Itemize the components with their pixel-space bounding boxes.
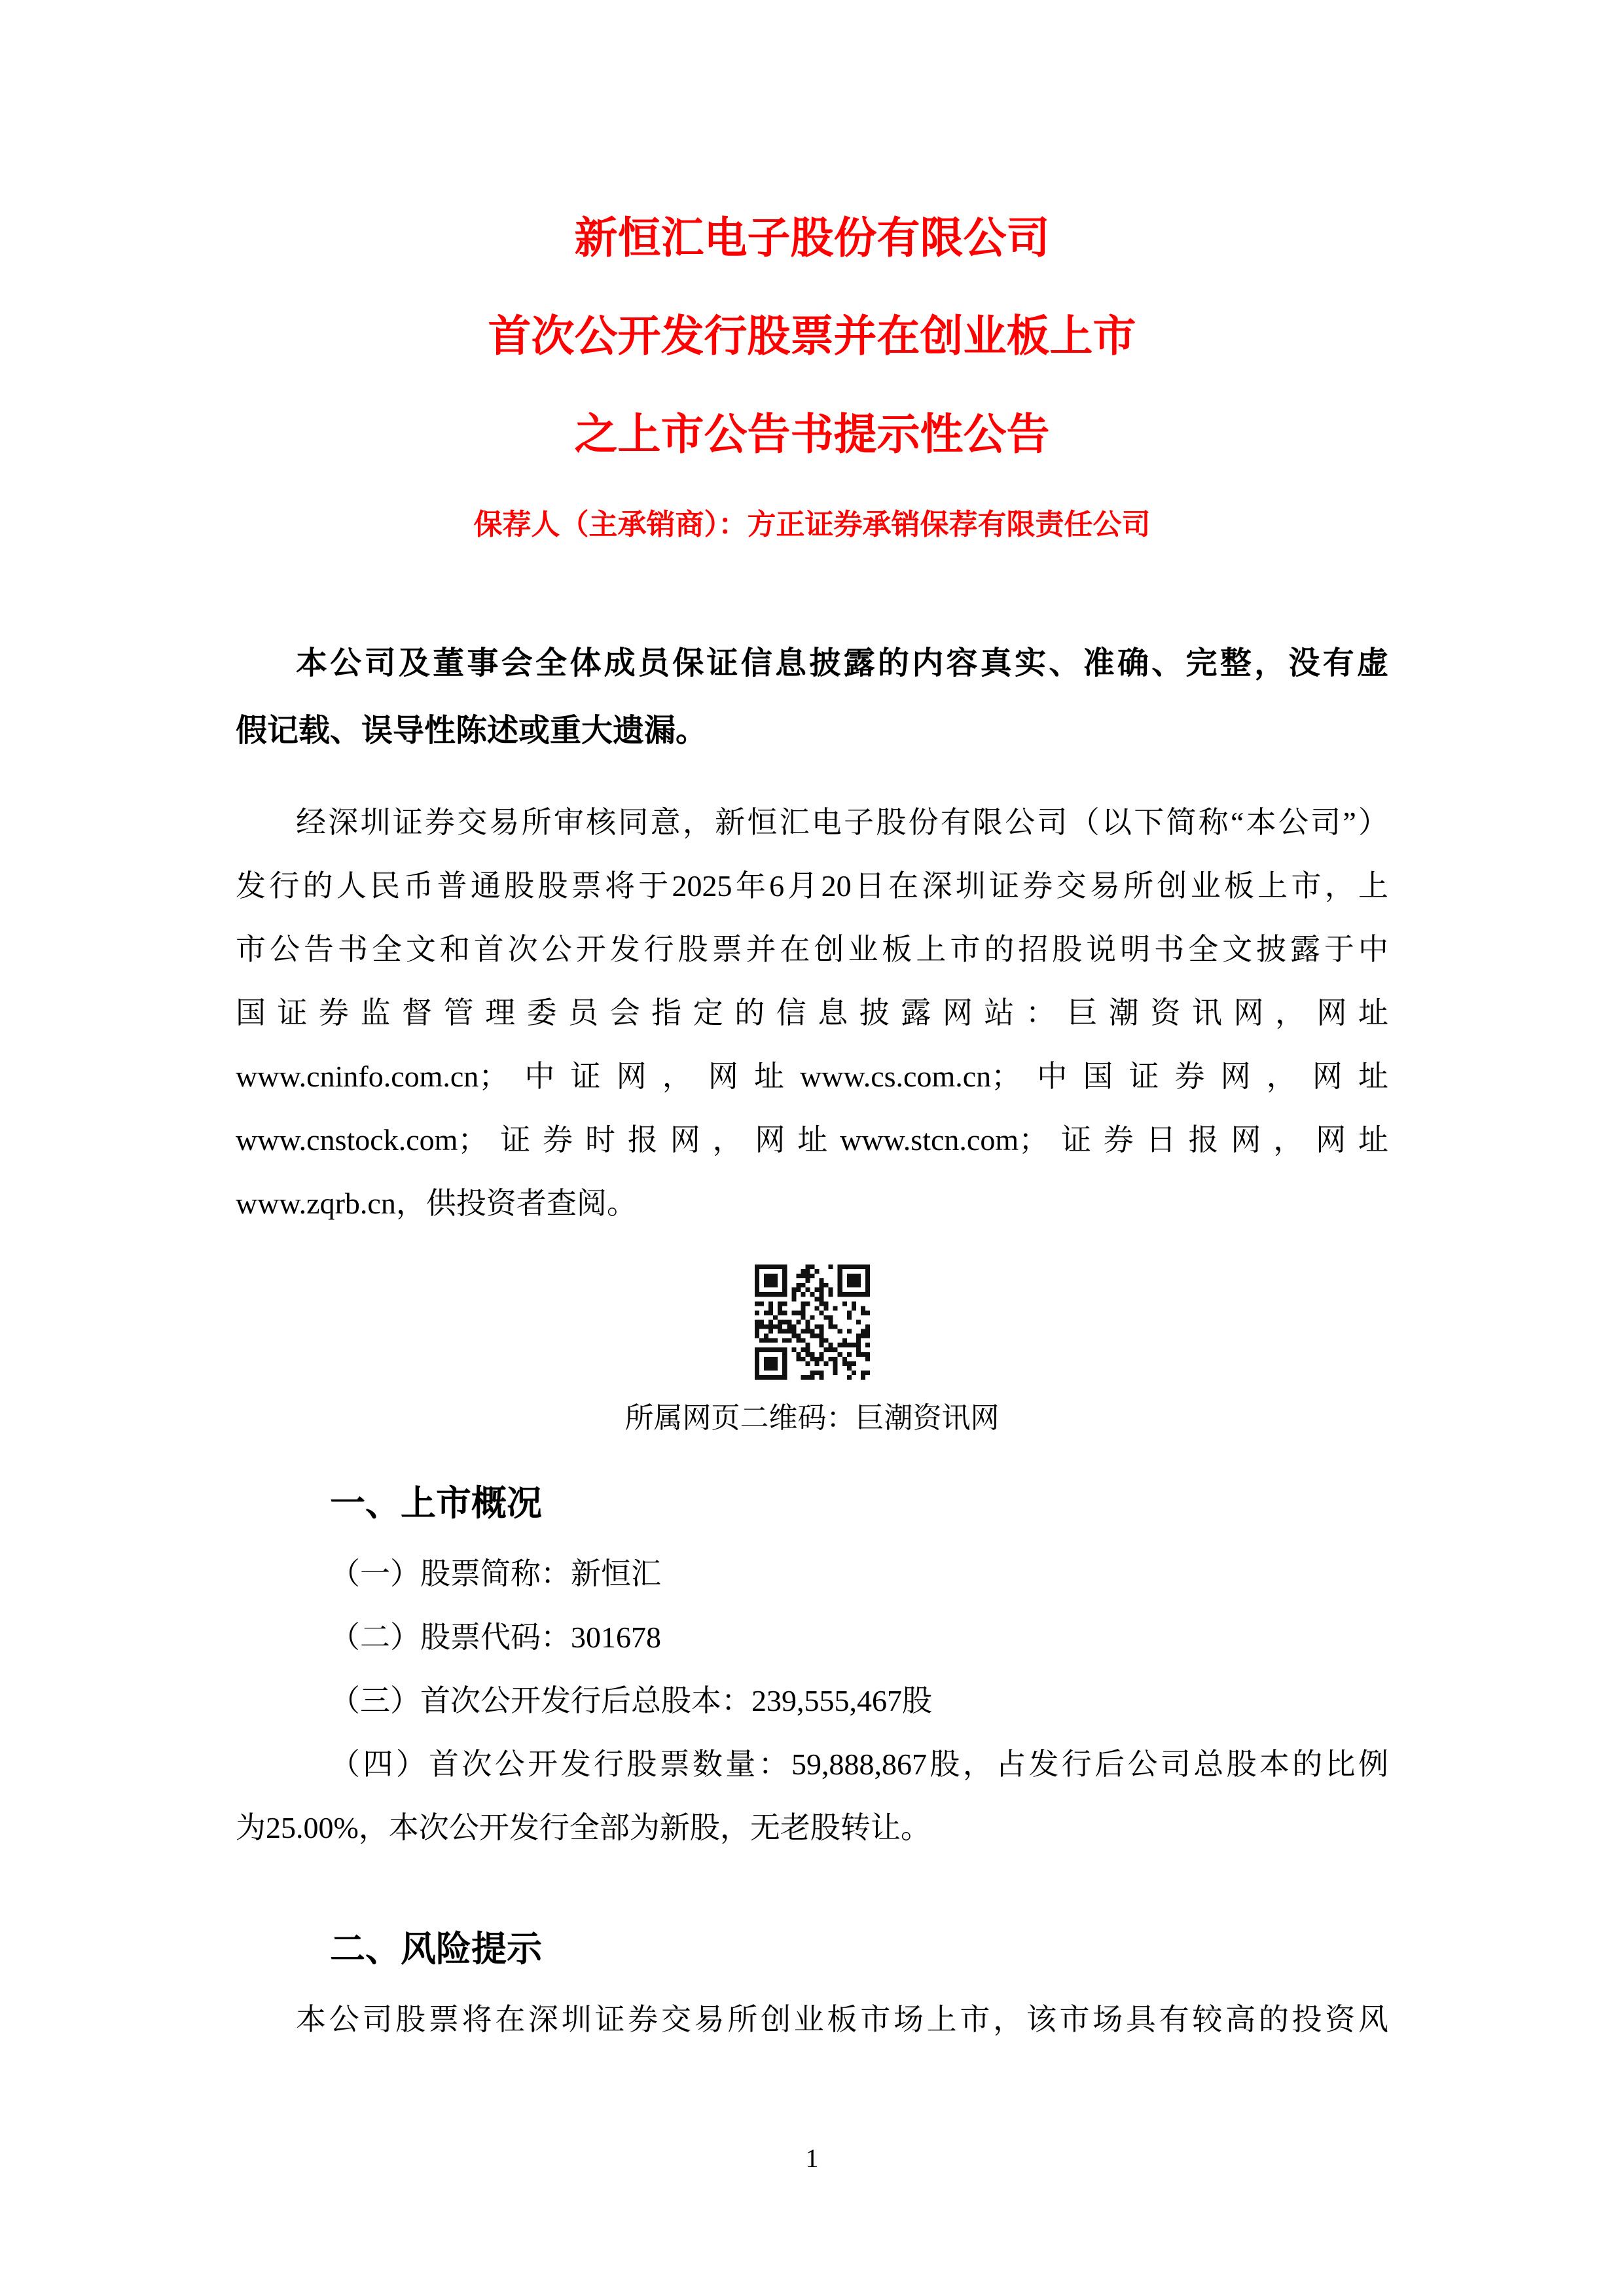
overview-item-4-line-2: 为25.00%，本次公开发行全部为新股，无老股转让。 <box>236 1811 931 1844</box>
listing-line-7: www.zqrb.cn，供投资者查阅。 <box>236 1187 637 1220</box>
listing-line-1: 经深圳证券交易所审核同意，新恒汇电子股份有限公司（以下简称“本公司”） <box>296 806 1388 839</box>
declaration-line-1: 本公司及董事会全体成员保证信息披露的内容真实、准确、完整，没有虚 <box>296 646 1388 681</box>
page-number: 1 <box>805 2144 819 2173</box>
listing-paragraph <box>236 791 1388 1235</box>
section-2-heading: 二、风险提示 <box>330 1929 542 1969</box>
listing-overview-items <box>236 1542 1388 1859</box>
declaration-line-2: 假记载、误导性陈述或重大遗漏。 <box>236 713 708 748</box>
listing-line-6: www.cnstock.com；证券时报网，网址www.stcn.com；证券日报网，网址 <box>236 1123 1388 1157</box>
qr-caption: 所属网页二维码：巨潮资讯网 <box>624 1402 1000 1434</box>
risk-paragraph: 本公司股票将在深圳证券交易所创业板市场上市，该市场具有较高的投资风 <box>296 2003 1388 2036</box>
document-title-line3: 之上市公告书提示性公告 <box>574 411 1050 459</box>
listing-line-4: 国证券监督管理委员会指定的信息披露网站：巨潮资讯网，网址 <box>236 996 1388 1030</box>
overview-item-4-line-1: （四）首次公开发行股票数量：59,888,867股，占发行后公司总股本的比例 <box>330 1748 1388 1781</box>
qr-section <box>236 1265 1388 1380</box>
overview-item-1: （一）股票简称：新恒汇 <box>330 1557 661 1590</box>
overview-item-3: （三）首次公开发行后总股本：239,555,467股 <box>330 1684 932 1717</box>
listing-line-3: 市公告书全文和首次公开发行股票并在创业板上市的招股说明书全文披露于中 <box>236 933 1388 966</box>
listing-line-2: 发行的人民币普通股股票将于2025年6月20日在深圳证券交易所创业板上市，上 <box>236 869 1388 903</box>
overview-item-2: （二）股票代码：301678 <box>330 1621 661 1654</box>
section-1-heading: 一、上市概况 <box>330 1484 542 1523</box>
sponsor-line: 保荐人（主承销商）：方正证券承销保荐有限责任公司 <box>473 509 1151 541</box>
listing-line-5: www.cninfo.com.cn；中证网，网址www.cs.com.cn；中国证券网，网址 <box>236 1060 1388 1093</box>
document-title-line1: 新恒汇电子股份有限公司 <box>574 215 1050 262</box>
document-title-line2: 首次公开发行股票并在创业板上市 <box>488 313 1136 361</box>
qr-code <box>755 1265 870 1380</box>
declaration-paragraph <box>236 630 1388 764</box>
